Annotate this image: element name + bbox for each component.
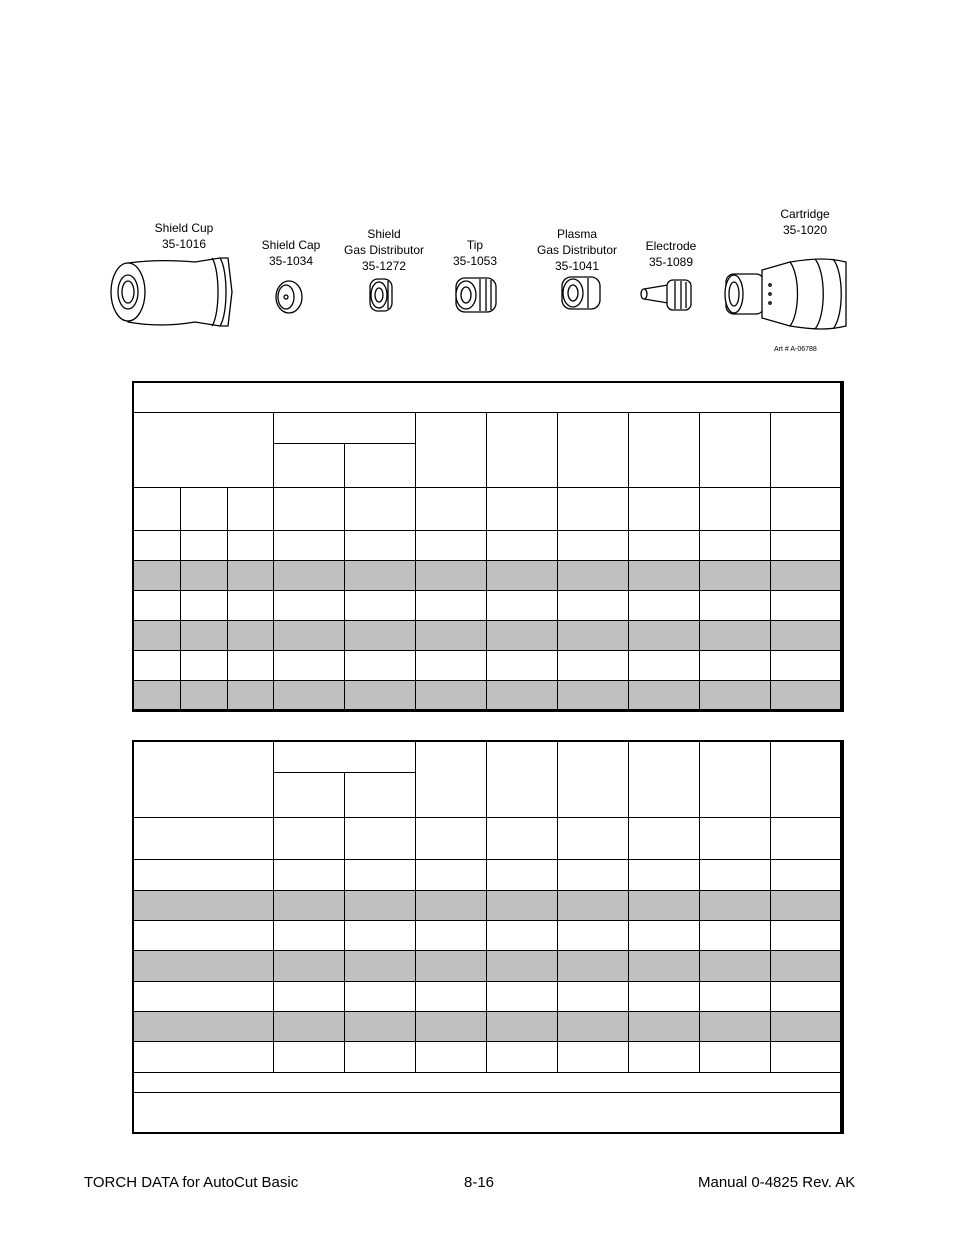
table-cell xyxy=(558,1012,629,1042)
part-label-shield-cap: Shield Cap 35-1034 xyxy=(261,238,321,268)
table-cell xyxy=(771,531,841,561)
table-cell xyxy=(134,681,181,710)
table-1-header-cell xyxy=(700,413,771,488)
consumable-parts-illustration xyxy=(0,0,954,380)
table-cell xyxy=(487,651,558,681)
table-cell xyxy=(771,561,841,591)
table-cell xyxy=(134,531,181,561)
table-cell xyxy=(629,891,700,921)
table-cell xyxy=(134,818,274,860)
table-1-header-cell xyxy=(274,444,345,488)
table-cell xyxy=(629,860,700,891)
table-cell xyxy=(558,1042,629,1073)
table-cell xyxy=(629,1042,700,1073)
table-cell xyxy=(345,818,416,860)
table-2-note-row xyxy=(134,1073,841,1093)
table-cell xyxy=(487,681,558,710)
table-cell xyxy=(629,488,700,531)
table-cell xyxy=(228,561,274,591)
table-2-header-cell xyxy=(558,742,629,818)
table-1-header-cell xyxy=(345,444,416,488)
table-cell xyxy=(228,531,274,561)
table-cell xyxy=(134,591,181,621)
footer-left: TORCH DATA for AutoCut Basic xyxy=(84,1174,299,1191)
art-number: Art # A-06788 xyxy=(774,346,817,353)
table-cell xyxy=(274,818,345,860)
table-cell xyxy=(274,531,345,561)
table-cell xyxy=(345,860,416,891)
table-cell xyxy=(345,621,416,651)
electrode-drawing xyxy=(641,280,691,310)
table-cell xyxy=(181,561,228,591)
cut-chart-table-2 xyxy=(132,740,844,1134)
table-2-header-cell xyxy=(134,742,274,818)
cut-chart-table-1 xyxy=(132,381,844,712)
table-2-header-cell xyxy=(274,773,345,818)
table-cell xyxy=(274,891,345,921)
tip-drawing xyxy=(456,278,496,312)
table-cell xyxy=(274,982,345,1012)
part-label-electrode: Electrode 35-1089 xyxy=(645,239,697,269)
table-cell xyxy=(629,818,700,860)
table-cell xyxy=(345,591,416,621)
table-cell xyxy=(345,651,416,681)
table-1-title-row xyxy=(134,383,841,413)
table-cell xyxy=(228,591,274,621)
table-cell xyxy=(345,561,416,591)
table-cell xyxy=(134,561,181,591)
part-label-cartridge: Cartridge 35-1020 xyxy=(780,207,830,237)
table-cell xyxy=(771,818,841,860)
table-cell xyxy=(558,591,629,621)
table-cell xyxy=(345,1012,416,1042)
table-cell xyxy=(629,651,700,681)
table-cell xyxy=(416,818,487,860)
table-cell xyxy=(134,621,181,651)
table-cell xyxy=(487,982,558,1012)
table-cell xyxy=(629,531,700,561)
part-label-plasma-gas-distributor: Plasma Gas Distributor 35-1041 xyxy=(536,227,618,273)
table-cell xyxy=(700,621,771,651)
table-cell xyxy=(345,921,416,951)
table-cell xyxy=(181,651,228,681)
table-cell xyxy=(629,591,700,621)
table-cell xyxy=(134,891,274,921)
table-cell xyxy=(771,621,841,651)
table-cell xyxy=(558,860,629,891)
table-cell xyxy=(416,621,487,651)
table-cell xyxy=(274,860,345,891)
table-cell xyxy=(345,982,416,1012)
part-label-shield-gas-distributor: Shield Gas Distributor 35-1272 xyxy=(343,227,425,273)
table-cell xyxy=(558,818,629,860)
table-cell xyxy=(274,561,345,591)
table-cell xyxy=(416,531,487,561)
part-label-shield-cup: Shield Cup 35-1016 xyxy=(154,221,214,251)
table-cell xyxy=(558,891,629,921)
table-cell xyxy=(700,488,771,531)
table-cell xyxy=(274,1042,345,1073)
table-cell xyxy=(274,921,345,951)
table-cell xyxy=(345,891,416,921)
table-cell xyxy=(134,488,181,531)
table-cell xyxy=(700,921,771,951)
table-cell xyxy=(134,651,181,681)
table-cell xyxy=(181,681,228,710)
table-cell xyxy=(700,891,771,921)
table-cell xyxy=(181,621,228,651)
table-1-header-cell xyxy=(487,413,558,488)
table-cell xyxy=(558,651,629,681)
table-cell xyxy=(771,951,841,982)
table-cell xyxy=(700,561,771,591)
shield-gas-distributor-drawing xyxy=(370,279,392,311)
table-1-header-cell xyxy=(629,413,700,488)
table-cell xyxy=(700,531,771,561)
table-1-header-cell xyxy=(771,413,841,488)
table-cell xyxy=(558,531,629,561)
table-cell xyxy=(487,921,558,951)
table-cell xyxy=(181,591,228,621)
table-cell xyxy=(416,921,487,951)
table-cell xyxy=(700,818,771,860)
table-cell xyxy=(629,982,700,1012)
table-cell xyxy=(416,891,487,921)
table-cell xyxy=(416,982,487,1012)
table-cell xyxy=(416,651,487,681)
table-cell xyxy=(487,591,558,621)
table-cell xyxy=(700,681,771,710)
table-cell xyxy=(228,621,274,651)
table-cell xyxy=(487,818,558,860)
table-cell xyxy=(700,1042,771,1073)
table-cell xyxy=(345,488,416,531)
table-cell xyxy=(345,531,416,561)
table-cell xyxy=(181,531,228,561)
table-cell xyxy=(771,591,841,621)
footer-page-number: 8-16 xyxy=(464,1174,495,1191)
table-cell xyxy=(487,488,558,531)
table-cell xyxy=(274,591,345,621)
cartridge-drawing xyxy=(725,259,846,329)
table-cell xyxy=(228,651,274,681)
table-cell xyxy=(487,1042,558,1073)
table-cell xyxy=(558,681,629,710)
table-cell xyxy=(181,488,228,531)
plasma-gas-distributor-drawing xyxy=(562,277,600,309)
table-cell xyxy=(771,860,841,891)
table-cell xyxy=(700,982,771,1012)
table-cell xyxy=(771,651,841,681)
table-cell xyxy=(487,561,558,591)
table-2-header-cell xyxy=(629,742,700,818)
table-cell xyxy=(558,921,629,951)
table-2-header-cell xyxy=(416,742,487,818)
table-2-header-cell xyxy=(700,742,771,818)
table-cell xyxy=(416,951,487,982)
table-2-note-row xyxy=(134,1093,841,1132)
table-cell xyxy=(134,1012,274,1042)
table-cell xyxy=(274,651,345,681)
table-cell xyxy=(558,488,629,531)
table-2-header-cell xyxy=(487,742,558,818)
part-label-tip: Tip 35-1053 xyxy=(452,238,498,268)
table-cell xyxy=(700,651,771,681)
table-cell xyxy=(274,1012,345,1042)
table-cell xyxy=(487,891,558,921)
table-1-header-cell xyxy=(416,413,487,488)
table-2-header-cell xyxy=(274,742,416,773)
table-cell xyxy=(771,921,841,951)
table-cell xyxy=(558,561,629,591)
table-cell xyxy=(416,488,487,531)
table-cell xyxy=(134,982,274,1012)
table-cell xyxy=(558,951,629,982)
table-cell xyxy=(771,488,841,531)
table-cell xyxy=(487,951,558,982)
table-cell xyxy=(274,621,345,651)
table-cell xyxy=(134,921,274,951)
table-cell xyxy=(416,860,487,891)
table-cell xyxy=(274,488,345,531)
table-cell xyxy=(274,951,345,982)
table-cell xyxy=(134,860,274,891)
table-cell xyxy=(771,681,841,710)
table-1-header-cell xyxy=(558,413,629,488)
table-cell xyxy=(487,860,558,891)
table-cell xyxy=(416,561,487,591)
table-cell xyxy=(134,951,274,982)
table-cell xyxy=(345,951,416,982)
table-cell xyxy=(558,621,629,651)
table-cell xyxy=(629,951,700,982)
table-cell xyxy=(487,621,558,651)
table-cell xyxy=(558,982,629,1012)
table-cell xyxy=(487,531,558,561)
table-cell xyxy=(629,921,700,951)
table-cell xyxy=(629,1012,700,1042)
table-cell xyxy=(700,951,771,982)
table-cell xyxy=(700,1012,771,1042)
table-cell xyxy=(416,681,487,710)
shield-cup-drawing xyxy=(111,258,232,326)
table-cell xyxy=(345,1042,416,1073)
table-cell xyxy=(700,591,771,621)
footer-right: Manual 0-4825 Rev. AK xyxy=(698,1174,856,1191)
table-cell xyxy=(771,982,841,1012)
table-cell xyxy=(345,681,416,710)
table-cell xyxy=(228,488,274,531)
table-cell xyxy=(771,891,841,921)
table-2-header-cell xyxy=(345,773,416,818)
table-cell xyxy=(629,561,700,591)
table-cell xyxy=(771,1042,841,1073)
table-cell xyxy=(629,621,700,651)
table-cell xyxy=(274,681,345,710)
table-cell xyxy=(416,591,487,621)
table-cell xyxy=(134,1042,274,1073)
table-cell xyxy=(487,1012,558,1042)
table-1-header-cell xyxy=(274,413,416,444)
table-cell xyxy=(228,681,274,710)
table-cell xyxy=(700,860,771,891)
table-2-header-cell xyxy=(771,742,841,818)
table-cell xyxy=(416,1012,487,1042)
shield-cap-drawing xyxy=(276,281,302,313)
table-1-header-cell xyxy=(134,413,274,488)
table-cell xyxy=(416,1042,487,1073)
table-cell xyxy=(771,1012,841,1042)
table-cell xyxy=(629,681,700,710)
